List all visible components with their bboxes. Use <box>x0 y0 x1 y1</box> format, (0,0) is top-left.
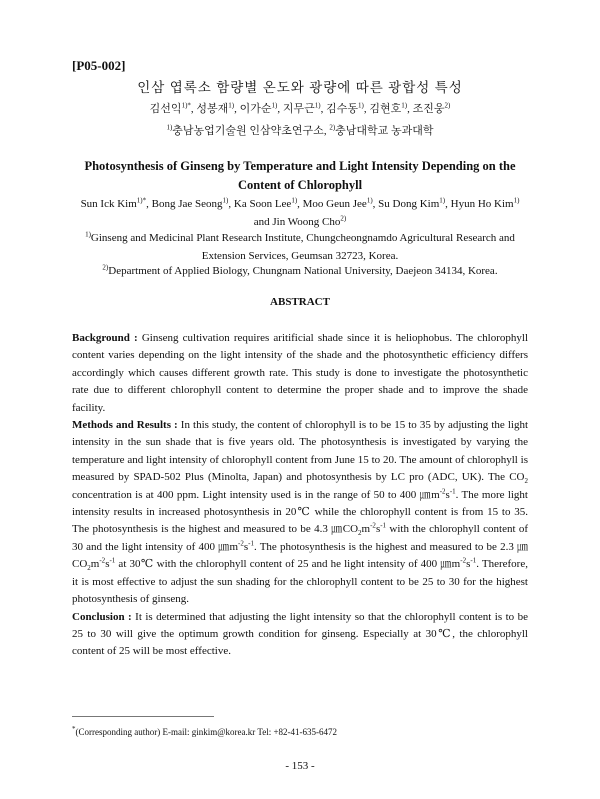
author-name: 김선익 <box>149 103 182 115</box>
author-sup: 2) <box>340 214 347 223</box>
conclusion-label: Conclusion : <box>72 610 132 623</box>
superscript: -1 <box>248 539 255 548</box>
author-sup: 1) <box>439 196 446 205</box>
author-sup: 2) <box>444 101 451 110</box>
author-name: Sun Ick Kim <box>80 198 137 210</box>
affil-sup: 1) <box>85 230 91 239</box>
superscript: -1 <box>470 556 477 565</box>
affil-text: 충남농업기술원 인삼약초연구소 <box>172 125 324 137</box>
author-sup: 1) <box>513 196 520 205</box>
affil-text: 충남대학교 농과대학 <box>335 125 434 137</box>
methods-label: Methods and Results : <box>72 419 178 432</box>
superscript: -2 <box>460 556 467 565</box>
subscript: 2 <box>87 564 91 573</box>
methods-paragraph: Methods and Results : In this study, the content of chlorophyll is to be 15 to 35 by adjusting the light intensity in the sun shade that is five years old. The photosynthesis is investigated by varying the temperature and light intensity of chlorophyll content from June 15 to 20. The amount of chlorophyll is measured by SPAD-502 Plus (Minolta, Japan) and photosynthesis by LC pro (ADC, UK). The $CO_2$ concentration is at 400 ppm. Light intensity used is in the range of 50 to 400 $㎛m^{-2}s^{-1}$. The more light intensity results in increased photosynthesis in 20℃ while the chlorophyll content is from 15 to 35. The photosynthesis is the highest and measured to be 4.3 $㎛CO_2m^{-2}s^{-1}$ with the chlorophyll content of 30 and the light intensity of 400 $㎛m^{-2}s^{-1}$. The photosynthesis is the highest and measured to be 2.3 ㎛ $CO_2m^{-2}s^{-1}$ at 30℃ with the chlorophyll content of 25 and he light intensity of 400 $㎛m^{-2}s^{-1}$. Therefore, it is most effective to adjust the sun shading for the chlorophyll content to be 25 to 30 for the highest photosynthesis of ginseng. <box>72 419 529 606</box>
methods-text: with the chlorophyll content of 30 and the light intensity of 400 ㎛m <box>72 523 529 553</box>
footnote <box>72 727 337 737</box>
author-name: 김현호 <box>369 103 402 115</box>
footnote-marker: * <box>72 725 76 733</box>
superscript: -2 <box>238 539 244 548</box>
author-name: Hyun Ho Kim <box>450 198 514 210</box>
superscript: -2 <box>370 521 376 530</box>
footnote-rule <box>72 716 214 717</box>
author-sup: 1)* <box>181 101 191 110</box>
methods-text: . The more light intensity results in increased photosynthesis in 20℃ while the chlorophyll content is from 15 to 35. The photosynthesis is the highest and measured to be 4.3 ㎛CO <box>72 488 528 536</box>
author-sup: 1) <box>358 101 364 110</box>
and-word: and <box>253 216 270 228</box>
affil-text: Ginseng and Medicinal Plant Research Institute, Chungcheongnamdo Agricultural Research and Extension Services, Geumsan 32723, Korea. <box>90 232 515 262</box>
methods-text: . Therefore, it is most effective to adjust the sun shading for the chlorophyll content to be 25 to 30 for the highest photosynthesis of ginseng. <box>72 558 528 606</box>
affil-text: Department of Applied Biology, Chungnam National University, Daejeon 34134, Korea. <box>108 265 498 277</box>
abstract-heading: ABSTRACT <box>270 296 330 308</box>
page-number: - 153 - <box>285 760 315 772</box>
author-sup: 1) <box>222 196 229 205</box>
subscript: 2 <box>358 529 362 538</box>
author-name: 이가순 <box>239 103 272 115</box>
abstract-body <box>72 330 528 661</box>
author-name: Moo Geun Jee <box>302 198 367 210</box>
affil-sup: 1) <box>166 123 173 132</box>
korean-authors: 김선익$^{1)*}$, 성봉재$^{1)}$, 이가순$^{1)}$, 지무근$^{1)}$, 김수동$^{1)}$, 김현호$^{1)}$, 조진웅$^{2)}$ <box>149 101 451 115</box>
english-authors: Sun Ick Kim$^{1)*}$, Bong Jae Seong$^{1)}$, Ka Soon Lee$^{1)}$, Moo Geun Jee$^{1)}$, Su Dong Kim$^{1)}$, Hyun Ho Kim$^{1)}$ and Jin Woong Cho$^{2)}$ <box>80 196 520 228</box>
author-sup: 1) <box>291 196 298 205</box>
subscript: 2 <box>524 477 528 486</box>
korean-affiliations: $^{1)}$충남농업기술원 인삼약초연구소, $^{2)}$충남대학교 농과대학 <box>166 123 434 137</box>
author-name: Jin Woong Cho <box>272 216 341 228</box>
superscript: -1 <box>449 487 456 495</box>
author-sup: 1) <box>228 101 235 110</box>
background-label: Background : <box>72 332 138 344</box>
english-affiliation-1 <box>72 229 528 265</box>
conclusion-text: It is determined that adjusting the light intensity so that the chlorophyll content is to be 25 to 30 will give the optimum growth condition for ginseng. Especially at 30℃, the chlorophyll content of 25 will be most effective. <box>72 610 529 658</box>
conclusion-paragraph <box>72 609 528 661</box>
superscript: -1 <box>109 556 116 565</box>
author-name: Ka Soon Lee <box>233 198 292 210</box>
english-affiliation-2 <box>72 262 528 280</box>
superscript: -2 <box>439 487 446 495</box>
author-sup: 1) <box>314 101 321 110</box>
superscript: -2 <box>99 556 106 565</box>
author-name: 김수동 <box>326 103 358 115</box>
author-sup: 1) <box>271 101 278 110</box>
author-name: 성봉재 <box>196 103 229 115</box>
poster-code: [P05-002] <box>72 58 126 73</box>
korean-title: 인삼 엽록소 함량별 온도와 광량에 따른 광합성 특성 <box>137 80 463 95</box>
methods-text: In this study, the content of chlorophyll is to be 15 to 35 by adjusting the light intensity in the sun shade that is five years old. The photosynthesis is investigated by varying the temperature and light intensity of chlorophyll content from June 15 to 20. The amount of chlorophyll is measured by SPAD-502 Plus (Minolta, Japan) and photosynthesis by LC pro (ADC, UK). The CO <box>72 419 529 484</box>
background-text: Ginseng cultivation requires aritificial shade since it is heliophobus. The chlorophyll content varies depending on the light intensity of the shade and the photosynthetic efficiency differs accordingly which causes different growth rate. This study is done to investigate the photosynthetic rate due to different chlorophyll content to determine the proper shade and to improve the shade facility. <box>72 332 528 414</box>
background-paragraph <box>72 330 528 417</box>
methods-text: . The photosynthesis is the highest and measured to be 2.3 ㎛ CO <box>72 540 528 571</box>
methods-text: at 30℃ with the chlorophyll content of 25 and he light intensity of 400 ㎛m <box>115 558 461 571</box>
english-title: Photosynthesis of Ginseng by Temperature and Light Intensity Depending on the Content of Chlorophyll <box>84 159 516 192</box>
author-name: 지무근 <box>282 103 315 115</box>
superscript: -1 <box>380 521 387 530</box>
author-name: 조진웅 <box>412 103 445 115</box>
author-sup: 1) <box>401 101 408 110</box>
affil-sup: 2) <box>329 123 336 132</box>
footnote-text: (Corresponding author) E-mail: ginkim@korea.kr Tel: +82-41-635-6472 <box>75 727 338 737</box>
author-sup: 1)* <box>136 196 147 205</box>
author-name: Bong Jae Seong <box>151 198 223 210</box>
affil-sup: 2) <box>102 263 109 272</box>
author-sup: 1) <box>366 196 373 205</box>
methods-text: concentration is at 400 ppm. Light intensity used is in the range of 50 to 400 ㎛m <box>72 488 440 501</box>
author-name: Su Dong Kim <box>378 198 440 210</box>
